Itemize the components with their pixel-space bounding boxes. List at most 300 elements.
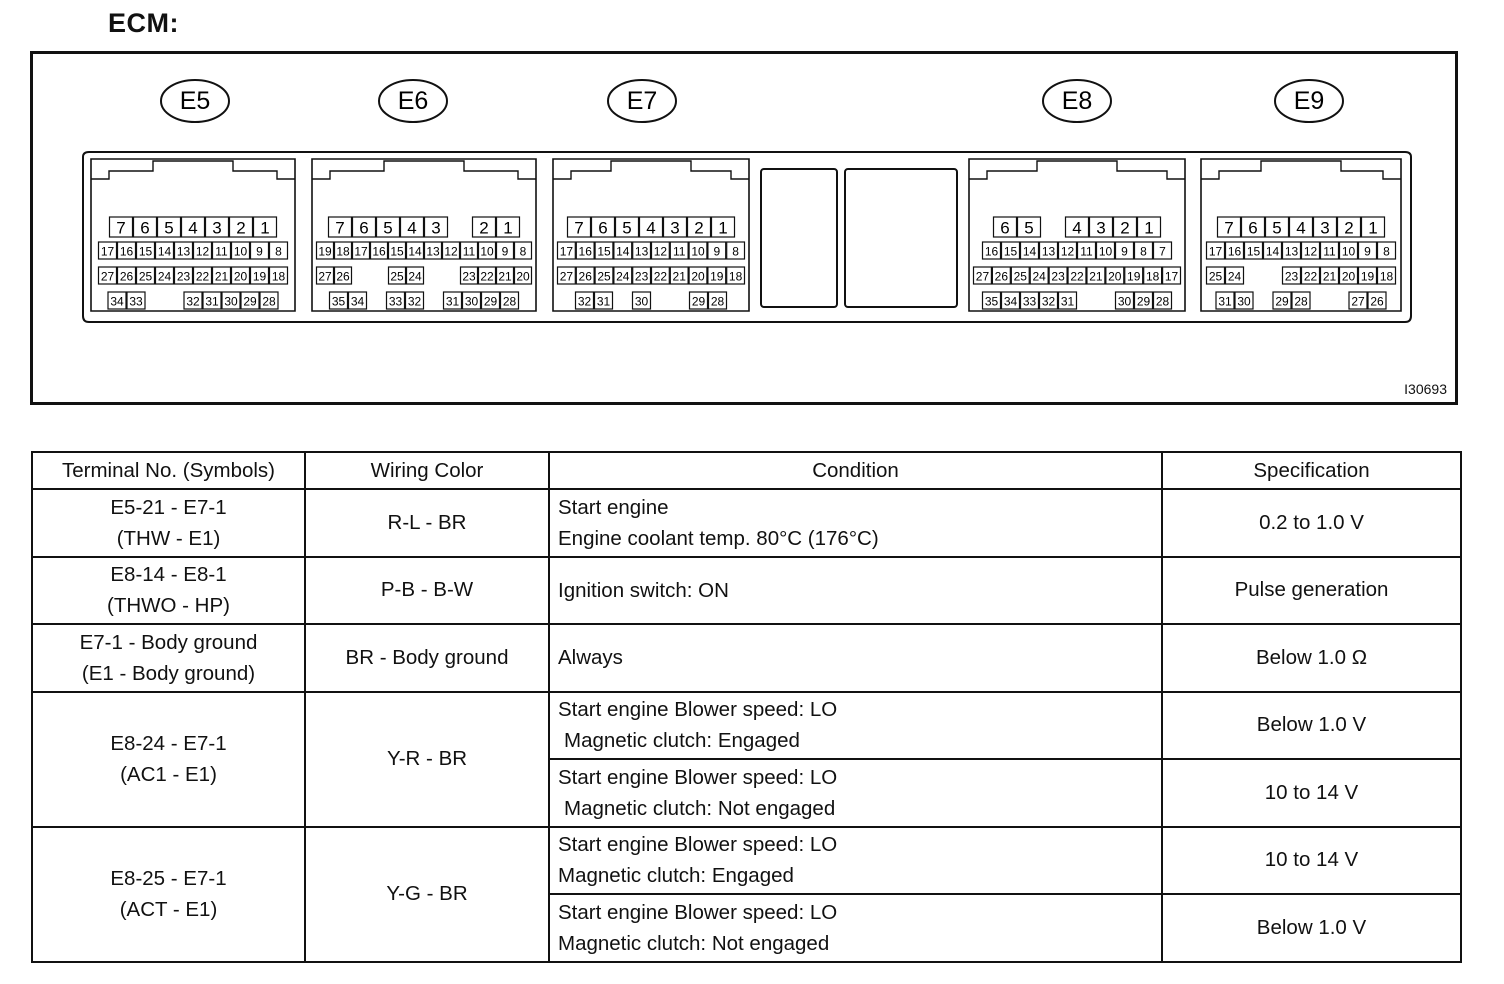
svg-text:2: 2: [236, 218, 246, 238]
pin-e6-32: [406, 292, 424, 309]
svg-text:26: 26: [1370, 294, 1384, 309]
pin-e7-26: [576, 267, 594, 284]
pin-e5-13: [175, 242, 193, 259]
svg-text:24: 24: [616, 269, 630, 284]
svg-text:24: 24: [157, 269, 172, 284]
svg-text:33: 33: [1022, 294, 1037, 309]
pin-e5-8: [270, 242, 288, 259]
pin-e5-34: [108, 292, 126, 309]
svg-text:31: 31: [596, 294, 611, 309]
svg-text:26: 26: [994, 269, 1009, 284]
pin-e8-32: [1040, 292, 1058, 309]
pin-e5-22: [194, 267, 212, 284]
pin-e6-23: [461, 267, 478, 284]
pin-e7-14: [614, 242, 632, 259]
svg-text:5: 5: [1024, 218, 1034, 238]
svg-text:28: 28: [262, 294, 276, 309]
pin-e9-21: [1321, 267, 1339, 284]
connector-label: E6: [397, 87, 429, 115]
pin-e6-14: [407, 242, 424, 259]
table-row: [32, 489, 1461, 557]
wiring-color-cell: BR - Body ground: [305, 624, 549, 692]
svg-text:32: 32: [407, 294, 422, 309]
pin-e8-31: [1059, 292, 1077, 309]
wiring-color-cell: R-L - BR: [305, 489, 549, 557]
condition-cell: [549, 759, 1162, 827]
condition-line: Start engine Blower speed: LO: [558, 900, 838, 924]
wiring-color-cell: Y-G - BR: [305, 827, 549, 962]
svg-text:15: 15: [597, 244, 611, 259]
svg-text:20: 20: [1341, 269, 1356, 284]
pin-e8-7: [1154, 242, 1172, 259]
pin-e8-27: [974, 267, 992, 284]
svg-text:33: 33: [388, 294, 403, 309]
condition-cell: [549, 827, 1162, 895]
pin-e5-25: [137, 267, 155, 284]
header-terminal: Terminal No. (Symbols): [32, 452, 305, 489]
pin-e6-24: [407, 267, 424, 284]
pin-e8-2: [1114, 217, 1137, 238]
pin-e7-17: [558, 242, 576, 259]
condition-line: Always: [558, 646, 623, 670]
pin-e9-20: [1340, 267, 1358, 284]
svg-text:8: 8: [732, 244, 739, 259]
connector-latch: [1201, 161, 1401, 179]
svg-text:13: 13: [1284, 244, 1299, 259]
ecm-title: ECM:: [108, 8, 179, 38]
pin-e7-21: [670, 267, 688, 284]
pin-e7-5: [616, 217, 639, 238]
pin-e9-22: [1302, 267, 1320, 284]
pin-e7-31: [595, 292, 613, 309]
pin-e7-32: [576, 292, 594, 309]
svg-text:2: 2: [479, 218, 489, 238]
pin-e5-1: [254, 217, 277, 238]
svg-text:35: 35: [331, 294, 346, 309]
condition-line: Magnetic clutch: Engaged: [564, 729, 800, 753]
figure-code: I30693: [1404, 381, 1447, 397]
svg-text:1: 1: [503, 218, 513, 238]
pin-e5-2: [230, 217, 253, 238]
pin-e7-23: [633, 267, 651, 284]
svg-text:13: 13: [634, 244, 649, 259]
pin-e5-29: [241, 292, 259, 309]
svg-text:10: 10: [691, 244, 705, 259]
pin-e9-16: [1226, 242, 1244, 259]
svg-text:23: 23: [634, 269, 649, 284]
pin-e6-1: [497, 217, 520, 238]
pin-e8-28: [1154, 292, 1172, 309]
pin-e7-20: [689, 267, 707, 284]
pin-e5-19: [251, 267, 269, 284]
pin-e9-27: [1349, 292, 1367, 309]
connector-latch: [91, 161, 295, 179]
svg-text:14: 14: [408, 244, 422, 259]
svg-text:14: 14: [616, 244, 630, 259]
svg-text:27: 27: [1351, 294, 1365, 309]
pin-e6-33: [387, 292, 405, 309]
pin-e8-25: [1011, 267, 1029, 284]
pin-e5-18: [270, 267, 288, 284]
connector-e6: [312, 80, 536, 311]
svg-text:14: 14: [157, 244, 172, 259]
pin-e8-16: [983, 242, 1001, 259]
table-row: [32, 557, 1461, 625]
specification-cell: Below 1.0 V: [1162, 894, 1461, 962]
table-row: [32, 827, 1461, 895]
terminal-cell: [32, 692, 305, 827]
svg-text:28: 28: [1155, 294, 1170, 309]
svg-text:7: 7: [1224, 218, 1234, 238]
pin-e6-22: [479, 267, 496, 284]
svg-text:21: 21: [1322, 269, 1337, 284]
svg-text:31: 31: [1218, 294, 1232, 309]
svg-text:27: 27: [100, 269, 115, 284]
pin-e6-4: [401, 217, 424, 238]
pin-e7-11: [670, 242, 688, 259]
pin-e8-26: [992, 267, 1010, 284]
terminal-symbols: (E1 - Body ground): [81, 661, 256, 685]
connector-label: E5: [179, 87, 211, 115]
pin-e9-1: [1362, 217, 1385, 238]
terminal-symbols: (THW - E1): [116, 526, 221, 550]
pin-e6-13: [425, 242, 442, 259]
condition-line: Magnetic clutch: Not engaged: [564, 796, 836, 820]
pin-e5-9: [251, 242, 269, 259]
pin-e9-9: [1359, 242, 1377, 259]
svg-text:21: 21: [1089, 269, 1103, 284]
pin-e6-17: [353, 242, 370, 259]
condition-line: Start engine Blower speed: LO: [558, 833, 838, 857]
pin-e7-24: [614, 267, 632, 284]
svg-text:12: 12: [653, 244, 668, 259]
svg-text:12: 12: [444, 244, 458, 259]
pin-e7-1: [712, 217, 735, 238]
pin-e7-13: [633, 242, 651, 259]
connector-label: E7: [626, 87, 658, 115]
pin-e7-27: [558, 267, 576, 284]
table-header-row: [32, 452, 1461, 489]
pin-e9-26: [1368, 292, 1386, 309]
svg-text:19: 19: [1127, 269, 1141, 284]
svg-text:9: 9: [713, 244, 721, 259]
svg-text:16: 16: [372, 244, 386, 259]
pin-e5-11: [213, 242, 231, 259]
pin-e6-19: [317, 242, 334, 259]
pin-e8-11: [1078, 242, 1096, 259]
pin-e6-12: [443, 242, 460, 259]
svg-text:20: 20: [233, 269, 248, 284]
pin-e6-21: [497, 267, 514, 284]
svg-text:17: 17: [1208, 244, 1223, 259]
svg-text:23: 23: [1284, 269, 1299, 284]
specification-cell: 0.2 to 1.0 V: [1162, 489, 1461, 557]
pin-e8-18: [1144, 267, 1162, 284]
pin-e8-35: [983, 292, 1001, 309]
svg-text:17: 17: [354, 244, 368, 259]
blank-section: [845, 169, 957, 307]
svg-text:30: 30: [1237, 294, 1251, 309]
svg-text:29: 29: [1136, 294, 1151, 309]
svg-text:13: 13: [426, 244, 440, 259]
pin-e6-34: [349, 292, 367, 309]
pin-e8-12: [1059, 242, 1077, 259]
pin-e6-26: [335, 267, 352, 284]
terminal-number: E8-14 - E8-1: [110, 563, 227, 587]
pin-e7-2: [688, 217, 711, 238]
pin-e8-22: [1068, 267, 1086, 284]
svg-text:28: 28: [710, 294, 725, 309]
terminal-number: E8-24 - E7-1: [110, 732, 227, 755]
svg-text:7: 7: [335, 218, 345, 238]
svg-text:34: 34: [350, 294, 365, 309]
condition-line: Magnetic clutch: Engaged: [558, 864, 794, 888]
pin-e5-26: [118, 267, 136, 284]
pin-e6-16: [371, 242, 388, 259]
svg-text:4: 4: [1072, 218, 1082, 238]
pin-e5-33: [127, 292, 145, 309]
svg-text:15: 15: [1246, 244, 1261, 259]
pin-e8-23: [1049, 267, 1067, 284]
pin-e6-7: [329, 217, 352, 238]
terminal-symbols: (THWO - HP): [107, 594, 230, 618]
pin-e8-5: [1018, 217, 1041, 238]
svg-text:9: 9: [1121, 244, 1128, 259]
pin-e5-27: [99, 267, 117, 284]
svg-text:32: 32: [1041, 294, 1056, 309]
svg-text:3: 3: [1320, 218, 1330, 238]
svg-text:11: 11: [1080, 244, 1093, 259]
svg-text:3: 3: [212, 218, 222, 238]
pin-e5-31: [203, 292, 221, 309]
specification-cell: 10 to 14 V: [1162, 759, 1461, 827]
pin-e6-27: [317, 267, 334, 284]
svg-text:22: 22: [480, 269, 494, 284]
svg-text:20: 20: [516, 269, 530, 284]
ecm-connector-drawing: [33, 54, 1455, 402]
terminal-cell: [32, 557, 305, 625]
blank-section: [761, 169, 837, 307]
svg-text:12: 12: [1060, 244, 1075, 259]
svg-text:7: 7: [574, 218, 584, 238]
header-condition: Condition: [549, 452, 1162, 489]
svg-text:21: 21: [214, 269, 229, 284]
svg-text:17: 17: [100, 244, 115, 259]
svg-text:19: 19: [318, 244, 332, 259]
pin-e7-9: [708, 242, 726, 259]
pin-e9-4: [1290, 217, 1313, 238]
pin-e9-12: [1302, 242, 1320, 259]
svg-text:9: 9: [256, 244, 263, 259]
svg-text:8: 8: [1140, 244, 1147, 259]
pin-e7-15: [595, 242, 613, 259]
pin-e9-19: [1359, 267, 1377, 284]
svg-text:18: 18: [1379, 269, 1394, 284]
svg-text:10: 10: [1098, 244, 1113, 259]
pin-e8-6: [994, 217, 1017, 238]
pin-e5-20: [232, 267, 250, 284]
svg-text:4: 4: [188, 218, 198, 238]
connector-e7: [553, 80, 749, 311]
pin-e9-23: [1283, 267, 1301, 284]
pin-e5-16: [118, 242, 136, 259]
pin-e6-9: [497, 242, 514, 259]
svg-text:14: 14: [1265, 244, 1280, 259]
svg-text:26: 26: [336, 269, 350, 284]
svg-text:5: 5: [383, 218, 393, 238]
pin-e7-7: [568, 217, 591, 238]
svg-text:2: 2: [1120, 218, 1130, 238]
pin-e5-10: [232, 242, 250, 259]
pin-e8-20: [1106, 267, 1124, 284]
svg-text:1: 1: [1368, 218, 1378, 238]
svg-text:8: 8: [275, 244, 282, 259]
pin-e6-6: [353, 217, 376, 238]
svg-text:1: 1: [718, 218, 728, 238]
pin-e9-7: [1218, 217, 1241, 238]
pin-e7-3: [664, 217, 687, 238]
pin-e5-30: [222, 292, 240, 309]
svg-text:15: 15: [1003, 244, 1018, 259]
svg-text:11: 11: [1323, 244, 1336, 259]
svg-text:17: 17: [1164, 269, 1179, 284]
svg-text:9: 9: [1364, 244, 1371, 259]
pin-e8-19: [1125, 267, 1143, 284]
svg-text:26: 26: [119, 269, 134, 284]
terminal-number: E7-1 - Body ground: [79, 630, 258, 654]
header-specification: Specification: [1162, 452, 1461, 489]
svg-text:16: 16: [119, 244, 134, 259]
pin-e7-6: [592, 217, 615, 238]
svg-text:4: 4: [407, 218, 417, 238]
pin-e5-21: [213, 267, 231, 284]
svg-text:18: 18: [1145, 269, 1160, 284]
connector-latch: [312, 161, 536, 179]
pin-e6-3: [425, 217, 448, 238]
connector-label: E8: [1061, 87, 1093, 115]
pin-e9-30: [1235, 292, 1253, 309]
svg-text:4: 4: [646, 218, 656, 238]
svg-text:21: 21: [498, 269, 512, 284]
pin-e9-3: [1314, 217, 1337, 238]
condition-cell: [549, 624, 1162, 692]
pin-e9-24: [1226, 267, 1244, 284]
svg-text:25: 25: [390, 269, 404, 284]
svg-text:26: 26: [578, 269, 592, 284]
svg-text:29: 29: [483, 294, 498, 309]
svg-text:25: 25: [1013, 269, 1027, 284]
pin-e5-15: [137, 242, 155, 259]
pin-e8-14: [1021, 242, 1039, 259]
svg-text:27: 27: [975, 269, 990, 284]
pin-e8-4: [1066, 217, 1089, 238]
pin-e6-10: [479, 242, 496, 259]
svg-text:12: 12: [195, 244, 210, 259]
connector-e8: [969, 80, 1185, 311]
connector-e9: [1201, 80, 1401, 311]
svg-text:3: 3: [1096, 218, 1106, 238]
condition-line: Start engine Blower speed: LO: [558, 698, 838, 722]
svg-text:30: 30: [1117, 294, 1132, 309]
svg-text:32: 32: [577, 294, 592, 309]
pin-e5-4: [182, 217, 205, 238]
terminal-symbols: (ACT - E1): [119, 898, 218, 921]
svg-text:20: 20: [1108, 269, 1122, 284]
svg-text:23: 23: [1051, 269, 1065, 284]
svg-text:25: 25: [1208, 269, 1223, 284]
pin-e6-29: [482, 292, 500, 309]
svg-text:18: 18: [271, 269, 286, 284]
pin-e9-14: [1264, 242, 1282, 259]
ecm-connector-housing: [83, 152, 1411, 322]
pin-e8-24: [1030, 267, 1048, 284]
svg-text:1: 1: [260, 218, 270, 238]
pin-e6-8: [515, 242, 532, 259]
svg-text:17: 17: [559, 244, 574, 259]
svg-text:22: 22: [195, 269, 210, 284]
svg-text:15: 15: [390, 244, 404, 259]
pin-e6-31: [444, 292, 462, 309]
pin-e5-17: [99, 242, 117, 259]
svg-text:6: 6: [359, 218, 369, 238]
pin-e9-15: [1245, 242, 1263, 259]
pin-e9-5: [1266, 217, 1289, 238]
connector-diagram: [30, 51, 1458, 405]
pin-e6-20: [515, 267, 532, 284]
pin-e7-10: [689, 242, 707, 259]
pin-e8-13: [1040, 242, 1058, 259]
pin-e5-7: [110, 217, 133, 238]
pin-e7-8: [727, 242, 745, 259]
pin-e7-12: [652, 242, 670, 259]
svg-text:5: 5: [622, 218, 632, 238]
condition-line: Magnetic clutch: Not engaged: [558, 931, 830, 955]
pin-e5-23: [175, 267, 193, 284]
svg-text:19: 19: [710, 269, 724, 284]
svg-text:28: 28: [502, 294, 517, 309]
pin-e5-6: [134, 217, 157, 238]
svg-text:8: 8: [1383, 244, 1390, 259]
svg-text:23: 23: [462, 269, 476, 284]
pin-e8-1: [1138, 217, 1161, 238]
pin-e8-33: [1021, 292, 1039, 309]
svg-text:9: 9: [501, 244, 509, 259]
pin-e9-2: [1338, 217, 1361, 238]
pin-e8-34: [1002, 292, 1020, 309]
svg-text:22: 22: [1303, 269, 1318, 284]
svg-text:24: 24: [1032, 269, 1046, 284]
connector-label: E9: [1293, 87, 1325, 115]
svg-text:19: 19: [252, 269, 267, 284]
svg-text:22: 22: [653, 269, 668, 284]
pin-e6-15: [389, 242, 406, 259]
svg-text:1: 1: [1144, 218, 1154, 238]
pin-e9-8: [1378, 242, 1396, 259]
pin-e9-28: [1292, 292, 1310, 309]
svg-text:11: 11: [462, 244, 476, 259]
svg-text:29: 29: [243, 294, 257, 309]
svg-text:3: 3: [670, 218, 680, 238]
pin-e9-29: [1273, 292, 1291, 309]
svg-text:11: 11: [672, 244, 686, 259]
svg-text:10: 10: [1341, 244, 1356, 259]
svg-text:31: 31: [1060, 294, 1075, 309]
pin-e5-32: [184, 292, 202, 309]
pin-e6-5: [377, 217, 400, 238]
svg-text:24: 24: [1227, 269, 1242, 284]
pin-e5-3: [206, 217, 229, 238]
svg-text:14: 14: [1022, 244, 1037, 259]
